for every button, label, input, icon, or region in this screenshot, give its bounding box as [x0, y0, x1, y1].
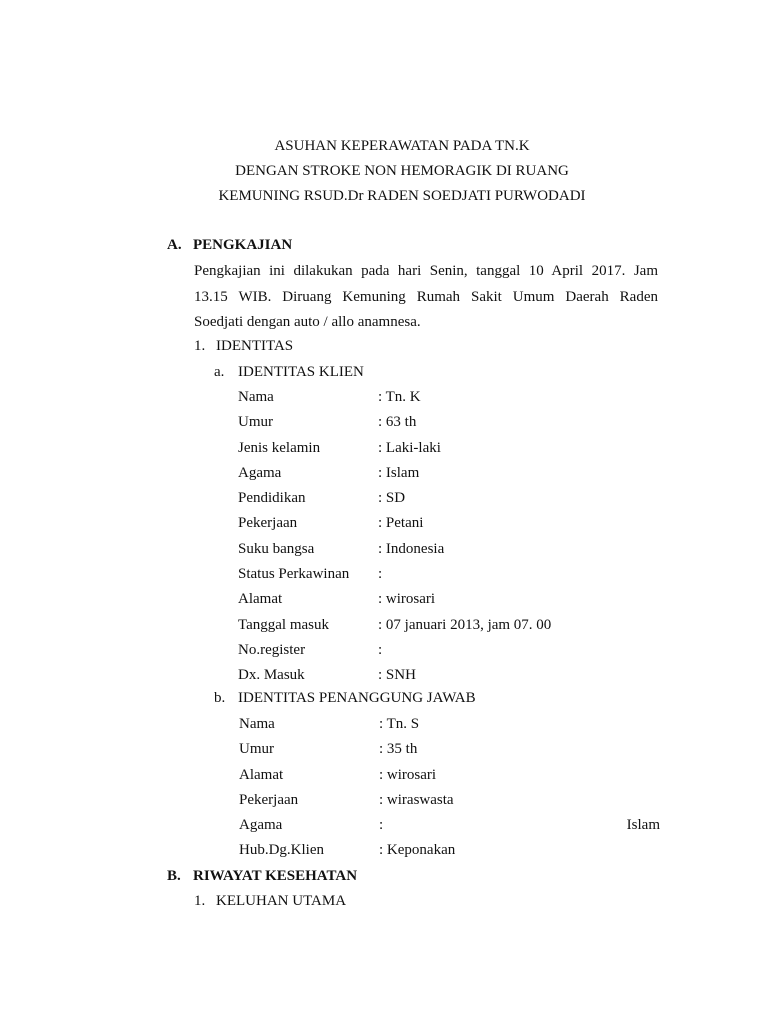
penanggung-jawab-heading [214, 686, 476, 711]
field-row [238, 638, 551, 663]
section-a-title: PENGKAJIAN [193, 237, 293, 253]
field-label: Umur [239, 741, 274, 758]
field-row [238, 663, 551, 688]
field-label: Nama [238, 389, 274, 405]
paragraph-line-2: 13.15 WIB. Diruang Kemuning Rumah Sakit Umum Daerah Raden [194, 288, 658, 305]
field-label: Dx. Masuk [238, 667, 305, 684]
field-value: : [378, 566, 383, 583]
penanggung-jawab-label: IDENTITAS PENANGGUNG JAWAB [238, 690, 476, 706]
section-b-title: RIWAYAT KESEHATAN [193, 868, 358, 884]
identitas-number: 1. [194, 338, 206, 354]
field-value-colon: : [379, 817, 384, 834]
field-value: : 07 januari 2013, jam 07. 00 [378, 616, 552, 633]
field-value: : Tn. K [378, 389, 421, 405]
field-label: Pekerjaan [238, 515, 298, 532]
field-value: : wiraswasta [379, 791, 454, 808]
field-row [239, 813, 660, 838]
field-label: Pendidikan [238, 490, 306, 507]
field-label: Nama [239, 716, 275, 732]
field-label: Hub.Dg.Klien [239, 842, 324, 859]
field-label: Alamat [238, 591, 283, 608]
section-b-heading [167, 864, 357, 889]
field-label: Umur [238, 414, 273, 431]
identitas-klien-label: IDENTITAS KLIEN [238, 364, 364, 380]
field-row [239, 838, 660, 863]
field-value: : wirosari [378, 591, 436, 608]
field-value: : Keponakan [379, 842, 456, 859]
title-line-1: ASUHAN KEPERAWATAN PADA TN.K [274, 138, 530, 154]
field-value: : Tn. S [379, 716, 420, 732]
field-label: Pekerjaan [239, 791, 299, 808]
section-a-paragraph [194, 259, 658, 336]
keluhan-utama-label: KELUHAN UTAMA [216, 893, 347, 909]
identitas-item [194, 334, 293, 359]
title-line-2: DENGAN STROKE NON HEMORAGIK DI RUANG [235, 163, 569, 179]
identitas-klien-letter: a. [214, 364, 225, 380]
field-row [238, 410, 551, 435]
penanggung-jawab-letter: b. [214, 690, 226, 706]
paragraph-line-3: Soedjati dengan auto / allo anamnesa. [194, 314, 421, 330]
field-row [238, 436, 551, 461]
field-value: : SD [378, 490, 406, 507]
field-value: : 63 th [378, 414, 417, 431]
keluhan-utama-number: 1. [194, 893, 206, 909]
field-row [238, 562, 551, 587]
identitas-klien-table [238, 385, 551, 689]
title-line-3: KEMUNING RSUD.Dr RADEN SOEDJATI PURWODADI [218, 188, 586, 204]
field-value: : Islam [378, 464, 420, 481]
penanggung-jawab-table [239, 712, 660, 864]
field-row [238, 587, 551, 612]
field-label: Agama [238, 464, 282, 481]
field-label: Status Perkawinan [238, 566, 350, 583]
field-row [238, 486, 551, 511]
field-value-right: Islam [626, 817, 660, 834]
document-title [0, 134, 768, 209]
field-value: : wirosari [379, 766, 437, 783]
keluhan-utama-item [194, 889, 346, 914]
field-row [239, 737, 660, 762]
field-row [238, 511, 551, 536]
paragraph-line-1: Pengkajian ini dilakukan pada hari Senin, tanggal 10 April 2017. Jam [194, 263, 658, 279]
field-value: : 35 th [379, 741, 418, 758]
section-a-letter: A. [167, 237, 182, 253]
identitas-klien-heading [214, 360, 364, 385]
field-label: Agama [239, 817, 283, 834]
field-row [239, 763, 660, 788]
field-row [238, 613, 551, 638]
field-value: : Indonesia [378, 540, 445, 557]
field-label: No.register [238, 641, 306, 658]
section-b-letter: B. [167, 868, 181, 884]
field-row [239, 712, 660, 737]
section-a-heading [167, 233, 292, 258]
field-row [238, 537, 551, 562]
field-value: : [378, 641, 383, 658]
field-label: Tanggal masuk [238, 616, 330, 633]
field-value [379, 813, 660, 838]
field-row [238, 385, 551, 410]
field-value: : SNH [378, 667, 416, 684]
field-value: : Laki-laki [378, 439, 441, 456]
field-label: Suku bangsa [238, 540, 315, 557]
identitas-label: IDENTITAS [216, 338, 294, 354]
field-label: Jenis kelamin [238, 439, 321, 456]
field-value: : Petani [378, 515, 424, 532]
field-row [238, 461, 551, 486]
field-label: Alamat [239, 766, 284, 783]
field-row [239, 788, 660, 813]
